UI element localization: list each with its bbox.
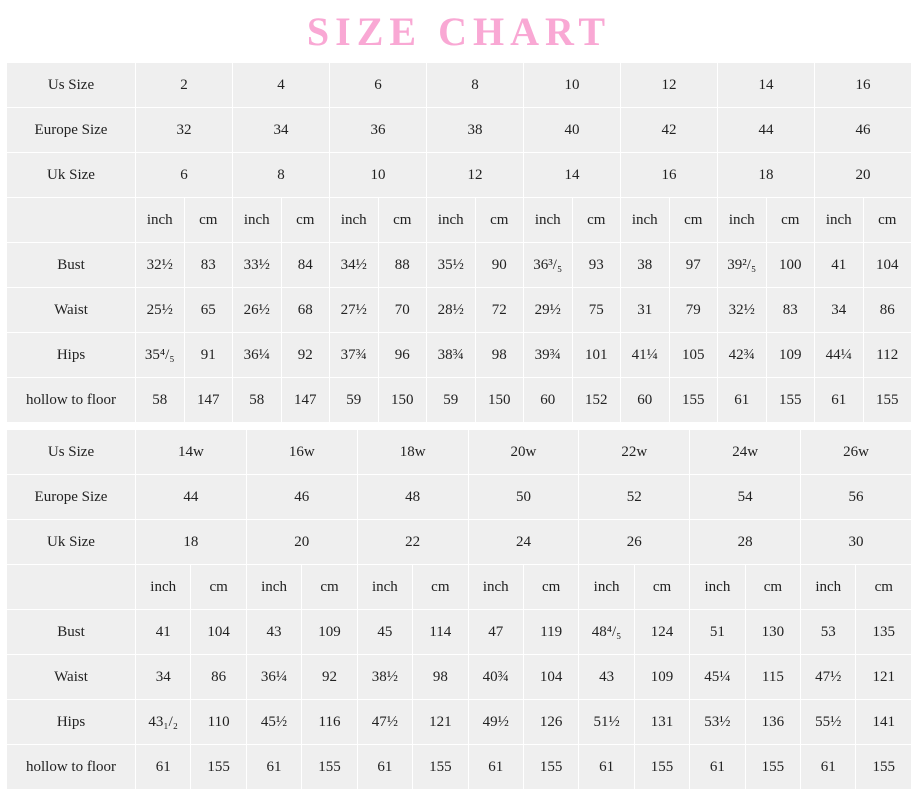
cell-hips-15: 112 (863, 333, 912, 378)
cell-bust-7: 90 (475, 243, 524, 288)
cell-hips-3: 92 (281, 333, 330, 378)
cell-unit-11: cm (669, 198, 718, 243)
cell-us-size-plus-4: 22w (579, 430, 690, 475)
cell-uk-size-plus-6: 30 (801, 520, 912, 565)
cell-bust-plus-10: 51 (690, 610, 745, 655)
cell-hollow-plus-6: 61 (468, 745, 523, 790)
cell-waist-plus-4: 38½ (357, 655, 412, 700)
cell-hollow-15: 155 (863, 378, 912, 423)
cell-bust-3: 84 (281, 243, 330, 288)
cell-us-size-plus-3: 20w (468, 430, 579, 475)
page-title: SIZE CHART (306, 9, 612, 54)
row-label-uk-size: Uk Size (7, 153, 136, 198)
cell-uk-size-0: 6 (136, 153, 233, 198)
cell-waist-plus-9: 109 (634, 655, 689, 700)
cell-hips-0: 35⁴/₅ (136, 333, 185, 378)
cell-uk-size-plus-5: 28 (690, 520, 801, 565)
row-label-europe-size-plus: Europe Size (7, 475, 136, 520)
cell-unit-plus-7: cm (523, 565, 578, 610)
cell-us-size-6: 14 (718, 63, 815, 108)
cell-waist-14: 34 (815, 288, 864, 333)
table-row-europe-size (7, 108, 912, 153)
cell-unit-3: cm (281, 198, 330, 243)
cell-hips-plus-2: 45½ (246, 700, 301, 745)
table-row-units (7, 198, 912, 243)
cell-hips-5: 96 (378, 333, 427, 378)
cell-bust-plus-12: 53 (801, 610, 856, 655)
cell-hips-10: 41¼ (621, 333, 670, 378)
row-label-us-size: Us Size (7, 63, 136, 108)
cell-bust-0: 32½ (136, 243, 185, 288)
cell-bust-15: 104 (863, 243, 912, 288)
cell-hollow-12: 61 (718, 378, 767, 423)
cell-europe-size-0: 32 (136, 108, 233, 153)
cell-waist-6: 28½ (427, 288, 476, 333)
cell-hips-plus-1: 110 (191, 700, 246, 745)
table-row-uk-size-plus (7, 520, 912, 565)
cell-hips-plus-3: 116 (302, 700, 357, 745)
cell-waist-plus-2: 36¼ (246, 655, 301, 700)
cell-uk-size-plus-1: 20 (246, 520, 357, 565)
row-label-units-plus (7, 565, 136, 610)
cell-unit-1: cm (184, 198, 233, 243)
row-label-us-size-plus: Us Size (7, 430, 136, 475)
cell-unit-4: inch (330, 198, 379, 243)
table-row-waist-plus (7, 655, 912, 700)
cell-hollow-plus-12: 61 (801, 745, 856, 790)
cell-us-size-plus-6: 26w (801, 430, 912, 475)
cell-waist-plus-1: 86 (191, 655, 246, 700)
cell-bust-11: 97 (669, 243, 718, 288)
row-label-hips-plus: Hips (7, 700, 136, 745)
cell-hollow-5: 150 (378, 378, 427, 423)
size-chart-table-standard (6, 62, 912, 423)
cell-europe-size-plus-4: 52 (579, 475, 690, 520)
size-chart-table-plus (6, 429, 912, 790)
cell-waist-13: 83 (766, 288, 815, 333)
cell-waist-plus-10: 45¼ (690, 655, 745, 700)
cell-bust-plus-13: 135 (856, 610, 912, 655)
cell-hollow-plus-0: 61 (136, 745, 191, 790)
cell-hips-plus-12: 55½ (801, 700, 856, 745)
cell-bust-13: 100 (766, 243, 815, 288)
cell-hollow-6: 59 (427, 378, 476, 423)
table-row-uk-size (7, 153, 912, 198)
cell-europe-size-plus-0: 44 (136, 475, 247, 520)
cell-waist-9: 75 (572, 288, 621, 333)
cell-us-size-plus-2: 18w (357, 430, 468, 475)
cell-unit-plus-3: cm (302, 565, 357, 610)
table-row-hollow-to-floor-plus (7, 745, 912, 790)
cell-bust-plus-2: 43 (246, 610, 301, 655)
cell-unit-15: cm (863, 198, 912, 243)
cell-uk-size-5: 16 (621, 153, 718, 198)
cell-hips-6: 38¾ (427, 333, 476, 378)
row-label-hollow-to-floor: hollow to floor (7, 378, 136, 423)
cell-uk-size-3: 12 (427, 153, 524, 198)
cell-bust-plus-6: 47 (468, 610, 523, 655)
table-row-us-size (7, 63, 912, 108)
table-row-bust-plus (7, 610, 912, 655)
cell-hips-1: 91 (184, 333, 233, 378)
cell-hollow-plus-2: 61 (246, 745, 301, 790)
cell-waist-plus-6: 40¾ (468, 655, 523, 700)
cell-waist-plus-13: 121 (856, 655, 912, 700)
cell-bust-plus-7: 119 (523, 610, 578, 655)
cell-waist-12: 32½ (718, 288, 767, 333)
cell-bust-12: 39²/₅ (718, 243, 767, 288)
cell-waist-plus-12: 47½ (801, 655, 856, 700)
cell-unit-13: cm (766, 198, 815, 243)
cell-hips-13: 109 (766, 333, 815, 378)
cell-uk-size-plus-2: 22 (357, 520, 468, 565)
cell-hips-plus-8: 51½ (579, 700, 634, 745)
cell-waist-3: 68 (281, 288, 330, 333)
cell-unit-plus-12: inch (801, 565, 856, 610)
cell-unit-6: inch (427, 198, 476, 243)
cell-waist-plus-3: 92 (302, 655, 357, 700)
cell-us-size-0: 2 (136, 63, 233, 108)
cell-europe-size-1: 34 (233, 108, 330, 153)
cell-hips-14: 44¼ (815, 333, 864, 378)
cell-hips-plus-7: 126 (523, 700, 578, 745)
table-row-units-plus (7, 565, 912, 610)
cell-hollow-7: 150 (475, 378, 524, 423)
row-label-uk-size-plus: Uk Size (7, 520, 136, 565)
row-label-waist: Waist (7, 288, 136, 333)
table-row-waist (7, 288, 912, 333)
cell-hollow-plus-5: 155 (413, 745, 468, 790)
cell-europe-size-plus-2: 48 (357, 475, 468, 520)
row-label-waist-plus: Waist (7, 655, 136, 700)
cell-uk-size-1: 8 (233, 153, 330, 198)
cell-unit-plus-5: cm (413, 565, 468, 610)
cell-hips-11: 105 (669, 333, 718, 378)
cell-waist-0: 25½ (136, 288, 185, 333)
cell-uk-size-plus-3: 24 (468, 520, 579, 565)
row-label-bust-plus: Bust (7, 610, 136, 655)
cell-unit-plus-8: inch (579, 565, 634, 610)
cell-europe-size-5: 42 (621, 108, 718, 153)
cell-europe-size-plus-1: 46 (246, 475, 357, 520)
cell-hips-8: 39¾ (524, 333, 573, 378)
cell-bust-plus-9: 124 (634, 610, 689, 655)
cell-unit-plus-0: inch (136, 565, 191, 610)
cell-unit-plus-10: inch (690, 565, 745, 610)
cell-us-size-plus-0: 14w (136, 430, 247, 475)
table-row-bust (7, 243, 912, 288)
cell-us-size-5: 12 (621, 63, 718, 108)
cell-hollow-10: 60 (621, 378, 670, 423)
cell-unit-plus-13: cm (856, 565, 912, 610)
cell-waist-plus-7: 104 (523, 655, 578, 700)
cell-unit-9: cm (572, 198, 621, 243)
cell-bust-4: 34½ (330, 243, 379, 288)
table-row-europe-size-plus (7, 475, 912, 520)
cell-hollow-plus-9: 155 (634, 745, 689, 790)
cell-hollow-plus-13: 155 (856, 745, 912, 790)
cell-europe-size-plus-6: 56 (801, 475, 912, 520)
table-row-hollow-to-floor (7, 378, 912, 423)
cell-hips-9: 101 (572, 333, 621, 378)
cell-waist-10: 31 (621, 288, 670, 333)
row-label-units (7, 198, 136, 243)
cell-waist-11: 79 (669, 288, 718, 333)
cell-hollow-13: 155 (766, 378, 815, 423)
cell-unit-plus-11: cm (745, 565, 800, 610)
cell-bust-plus-5: 114 (413, 610, 468, 655)
cell-waist-plus-8: 43 (579, 655, 634, 700)
cell-hollow-plus-3: 155 (302, 745, 357, 790)
cell-unit-10: inch (621, 198, 670, 243)
cell-hollow-2: 58 (233, 378, 282, 423)
cell-bust-plus-8: 48⁴/₅ (579, 610, 634, 655)
cell-hips-7: 98 (475, 333, 524, 378)
cell-unit-2: inch (233, 198, 282, 243)
cell-bust-plus-3: 109 (302, 610, 357, 655)
cell-bust-plus-11: 130 (745, 610, 800, 655)
cell-bust-plus-1: 104 (191, 610, 246, 655)
row-label-europe-size: Europe Size (7, 108, 136, 153)
cell-unit-plus-6: inch (468, 565, 523, 610)
cell-hollow-3: 147 (281, 378, 330, 423)
cell-hollow-14: 61 (815, 378, 864, 423)
cell-hollow-plus-8: 61 (579, 745, 634, 790)
cell-hips-plus-11: 136 (745, 700, 800, 745)
row-label-hollow-to-floor-plus: hollow to floor (7, 745, 136, 790)
cell-hollow-11: 155 (669, 378, 718, 423)
cell-waist-7: 72 (475, 288, 524, 333)
cell-us-size-3: 8 (427, 63, 524, 108)
cell-uk-size-plus-0: 18 (136, 520, 247, 565)
table-row-us-size-plus (7, 430, 912, 475)
cell-us-size-7: 16 (815, 63, 912, 108)
cell-unit-14: inch (815, 198, 864, 243)
table-row-hips-plus (7, 700, 912, 745)
cell-uk-size-7: 20 (815, 153, 912, 198)
cell-hips-plus-13: 141 (856, 700, 912, 745)
cell-uk-size-6: 18 (718, 153, 815, 198)
cell-unit-8: inch (524, 198, 573, 243)
cell-uk-size-2: 10 (330, 153, 427, 198)
cell-hips-plus-9: 131 (634, 700, 689, 745)
cell-unit-plus-4: inch (357, 565, 412, 610)
cell-waist-2: 26½ (233, 288, 282, 333)
cell-hollow-plus-11: 155 (745, 745, 800, 790)
cell-unit-plus-9: cm (634, 565, 689, 610)
cell-hips-2: 36¼ (233, 333, 282, 378)
cell-hips-plus-0: 43₁/₂ (136, 700, 191, 745)
cell-europe-size-7: 46 (815, 108, 912, 153)
table-row-hips (7, 333, 912, 378)
cell-europe-size-3: 38 (427, 108, 524, 153)
cell-hips-12: 42¾ (718, 333, 767, 378)
cell-uk-size-4: 14 (524, 153, 621, 198)
cell-unit-0: inch (136, 198, 185, 243)
cell-hips-plus-4: 47½ (357, 700, 412, 745)
cell-waist-8: 29½ (524, 288, 573, 333)
cell-waist-1: 65 (184, 288, 233, 333)
cell-hollow-9: 152 (572, 378, 621, 423)
row-label-bust: Bust (7, 243, 136, 288)
cell-uk-size-plus-4: 26 (579, 520, 690, 565)
cell-europe-size-2: 36 (330, 108, 427, 153)
cell-bust-5: 88 (378, 243, 427, 288)
cell-unit-7: cm (475, 198, 524, 243)
cell-us-size-plus-1: 16w (246, 430, 357, 475)
cell-europe-size-plus-3: 50 (468, 475, 579, 520)
cell-us-size-2: 6 (330, 63, 427, 108)
cell-bust-2: 33½ (233, 243, 282, 288)
cell-hollow-plus-1: 155 (191, 745, 246, 790)
cell-unit-12: inch (718, 198, 767, 243)
cell-hollow-1: 147 (184, 378, 233, 423)
cell-us-size-1: 4 (233, 63, 330, 108)
cell-hips-4: 37¾ (330, 333, 379, 378)
cell-waist-plus-0: 34 (136, 655, 191, 700)
cell-europe-size-plus-5: 54 (690, 475, 801, 520)
cell-bust-1: 83 (184, 243, 233, 288)
cell-unit-plus-1: cm (191, 565, 246, 610)
cell-waist-plus-11: 115 (745, 655, 800, 700)
cell-hollow-8: 60 (524, 378, 573, 423)
cell-bust-14: 41 (815, 243, 864, 288)
cell-hollow-0: 58 (136, 378, 185, 423)
cell-europe-size-6: 44 (718, 108, 815, 153)
cell-hollow-plus-4: 61 (357, 745, 412, 790)
cell-waist-15: 86 (863, 288, 912, 333)
cell-waist-5: 70 (378, 288, 427, 333)
cell-bust-plus-0: 41 (136, 610, 191, 655)
row-label-hips: Hips (7, 333, 136, 378)
cell-us-size-4: 10 (524, 63, 621, 108)
cell-bust-plus-4: 45 (357, 610, 412, 655)
cell-hollow-plus-7: 155 (523, 745, 578, 790)
cell-hollow-plus-10: 61 (690, 745, 745, 790)
cell-bust-8: 36³/₅ (524, 243, 573, 288)
cell-us-size-plus-5: 24w (690, 430, 801, 475)
cell-hips-plus-6: 49½ (468, 700, 523, 745)
cell-europe-size-4: 40 (524, 108, 621, 153)
cell-hips-plus-5: 121 (413, 700, 468, 745)
cell-bust-9: 93 (572, 243, 621, 288)
cell-unit-5: cm (378, 198, 427, 243)
cell-waist-plus-5: 98 (413, 655, 468, 700)
cell-waist-4: 27½ (330, 288, 379, 333)
cell-unit-plus-2: inch (246, 565, 301, 610)
cell-hollow-4: 59 (330, 378, 379, 423)
cell-bust-10: 38 (621, 243, 670, 288)
cell-hips-plus-10: 53½ (690, 700, 745, 745)
cell-bust-6: 35½ (427, 243, 476, 288)
